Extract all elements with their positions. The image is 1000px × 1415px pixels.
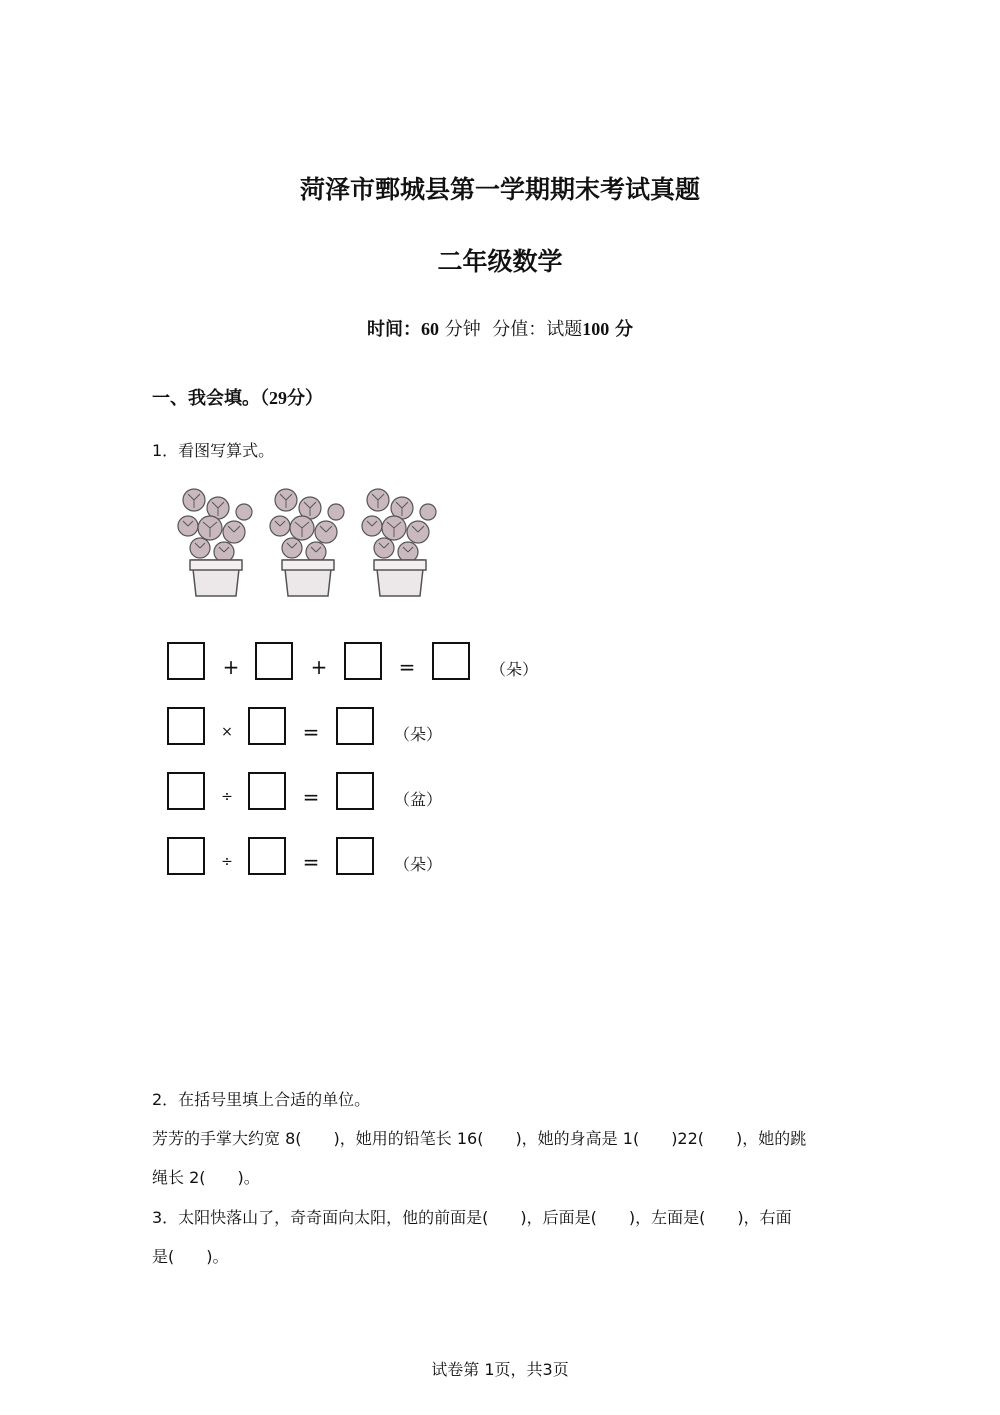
unit-label: （朵） <box>394 855 443 874</box>
answer-box[interactable] <box>167 772 205 810</box>
equals-sign: = <box>398 655 416 679</box>
question-3-line-1: 3．太阳快落山了，奇奇面向太阳，他的前面是( )，后面是( )，左面是( )，右面 <box>152 1208 792 1227</box>
question-1-prompt: 1．看图写算式。 <box>152 441 275 460</box>
equals-sign: = <box>302 720 320 744</box>
exam-subtitle: 二年级数学 <box>437 247 563 276</box>
unit-label: （盆） <box>394 790 443 809</box>
question-2-line-2: 绳长 2( )。 <box>152 1168 260 1187</box>
plus-sign: + <box>310 655 328 679</box>
plus-sign: + <box>222 655 240 679</box>
score-label: 分值：试题 <box>492 319 583 340</box>
question-3-line-2: 是( )。 <box>152 1247 229 1266</box>
answer-box[interactable] <box>167 707 205 745</box>
section-heading <box>152 384 323 410</box>
flower-pot-icon <box>172 482 440 602</box>
answer-box[interactable] <box>167 837 205 875</box>
score-unit: 分 <box>614 319 633 339</box>
exam-title: 菏泽市鄄城县第一学期期末考试真题 <box>299 175 700 204</box>
time-label: 时间： <box>367 319 422 339</box>
time-value: 60 <box>421 319 440 339</box>
section-label: 一、我会填。（ <box>152 388 269 409</box>
exam-meta <box>0 315 1000 341</box>
divide-sign: ÷ <box>221 854 233 870</box>
score-value: 100 <box>582 319 610 339</box>
answer-box[interactable] <box>167 642 205 680</box>
unit-label: （朵） <box>394 725 443 744</box>
answer-box[interactable] <box>336 707 374 745</box>
page-footer: 试卷第 1页，共3页 <box>431 1360 569 1379</box>
answer-box[interactable] <box>248 772 286 810</box>
question-2-prompt: 2．在括号里填上合适的单位。 <box>152 1090 371 1109</box>
answer-box[interactable] <box>336 837 374 875</box>
answer-box[interactable] <box>344 642 382 680</box>
question-2-line-1: 芳芳的手掌大约宽 8( )，她用的铅笔长 16( )，她的身高是 1( )22( )，她的跳 <box>152 1129 807 1148</box>
answer-box[interactable] <box>432 642 470 680</box>
answer-box[interactable] <box>248 837 286 875</box>
multiply-sign: × <box>221 724 233 740</box>
section-suffix: 分） <box>287 388 323 409</box>
answer-box[interactable] <box>255 642 293 680</box>
unit-label: （朵） <box>490 660 539 679</box>
answer-box[interactable] <box>248 707 286 745</box>
equals-sign: = <box>302 850 320 874</box>
section-points: 29 <box>269 388 287 408</box>
answer-box[interactable] <box>336 772 374 810</box>
divide-sign: ÷ <box>221 789 233 805</box>
time-unit: 分钟 <box>444 319 481 340</box>
equals-sign: = <box>302 785 320 809</box>
